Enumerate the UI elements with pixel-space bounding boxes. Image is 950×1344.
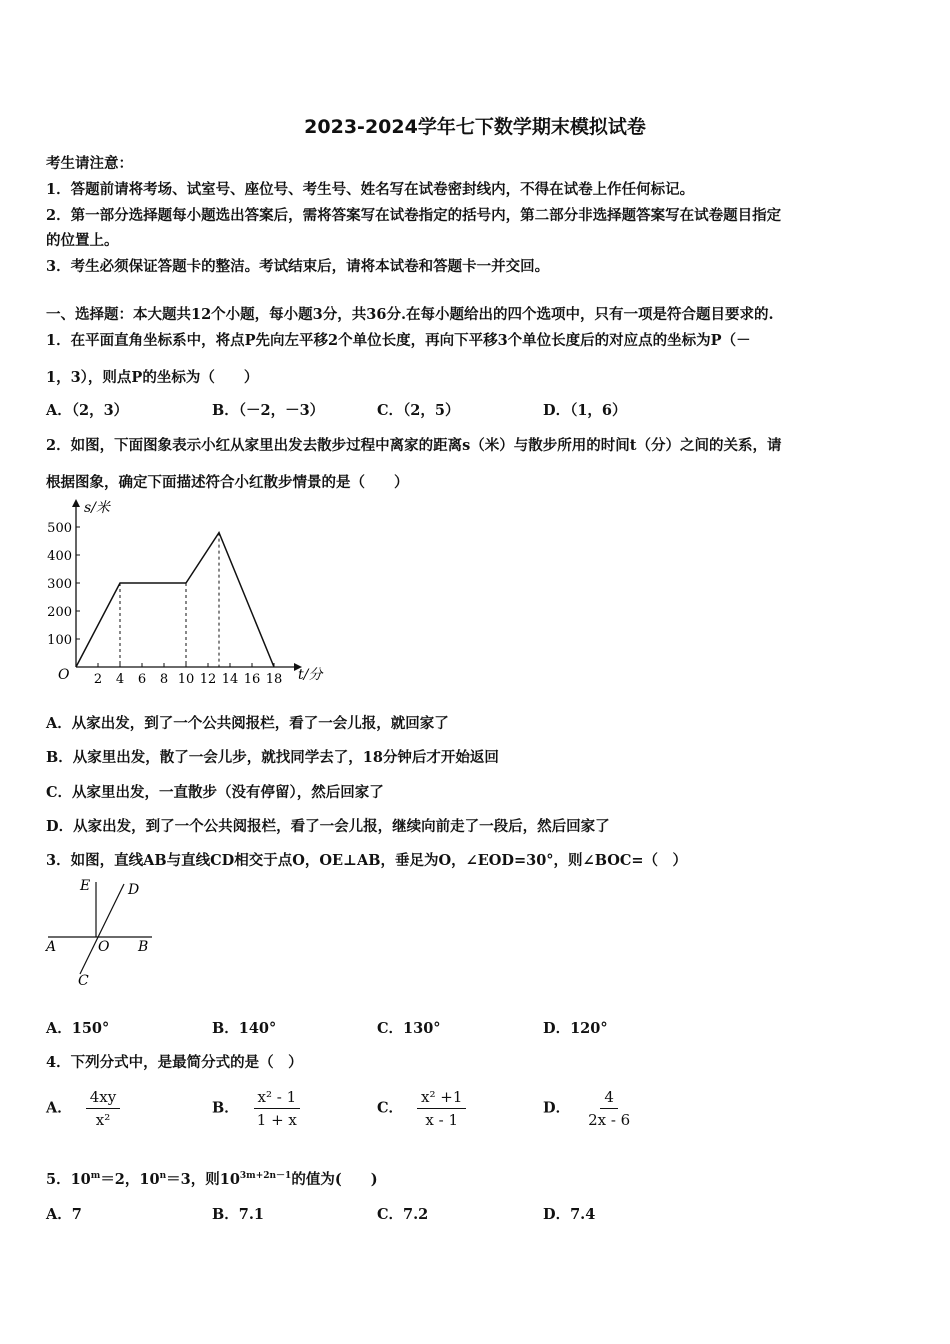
question-1-text: 1，3），则点P的坐标为（ ） <box>46 369 259 386</box>
numerator: x² - 1 <box>254 1088 301 1109</box>
q4-option-d <box>543 1088 634 1129</box>
q3-option-c: C．130° <box>377 1020 441 1037</box>
label-d: D <box>128 882 140 898</box>
label-c: C <box>78 973 89 989</box>
label-b: B <box>138 939 149 955</box>
label-e: E <box>80 878 91 894</box>
notice-item: 的位置上。 <box>46 232 119 249</box>
numerator: 4 <box>600 1088 618 1109</box>
question-5-text <box>46 1168 378 1189</box>
q1-option-d: D．（1，6） <box>543 402 627 419</box>
y-axis-label: s/米 <box>84 500 110 516</box>
exponent-n: n <box>159 1171 167 1182</box>
option-letter: B． <box>212 1099 239 1117</box>
q2-option-b: B．从家里出发，散了一会儿步，就找同学去了，18分钟后才开始返回 <box>46 749 499 766</box>
numerator: 4xy <box>86 1088 120 1109</box>
option-letter: A． <box>46 1099 72 1117</box>
origin-label: O <box>58 667 70 683</box>
y-tick-label: 200 <box>47 605 72 620</box>
fraction <box>584 1088 634 1129</box>
q5-option-b: B．7.1 <box>212 1206 264 1223</box>
label-a: A <box>46 939 57 955</box>
question-4-text: 4．下列分式中，是最简分式的是（ ） <box>46 1054 303 1071</box>
denominator: 1 + x <box>256 1111 297 1129</box>
q2-option-a: A．从家出发，到了一个公共阅报栏，看了一会儿报，就回家了 <box>46 715 449 732</box>
q3-option-a: A．150° <box>46 1020 110 1037</box>
section-heading: 一、选择题：本大题共12个小题，每小题3分，共36分.在每小题给出的四个选项中，只有一项是符合题目要求的. <box>46 306 774 323</box>
q5-option-c: C．7.2 <box>377 1206 429 1223</box>
y-tick-label: 500 <box>47 521 72 536</box>
exponent-expression: 3m+2n－1 <box>239 1171 292 1182</box>
series-line <box>76 533 274 667</box>
x-axis-label: t/分 <box>298 667 323 683</box>
x-tick-label: 6 <box>137 672 147 687</box>
notice-heading: 考生请注意： <box>46 155 133 172</box>
q2-option-c: C．从家里出发，一直散步（没有停留），然后回家了 <box>46 784 384 801</box>
label-o: O <box>98 939 110 955</box>
q5-part: ＝3，则10 <box>166 1171 240 1188</box>
notice-item: 3．考生必须保证答题卡的整洁。考试结束后，请将本试卷和答题卡一并交回。 <box>46 258 550 275</box>
q5-part: 5．10 <box>46 1171 91 1188</box>
fraction <box>417 1088 466 1129</box>
option-letter: C． <box>377 1099 404 1117</box>
y-tick-label: 300 <box>47 577 72 592</box>
q3-option-d: D．120° <box>543 1020 608 1037</box>
question-2-text: 2．如图，下面图象表示小红从家里出发去散步过程中离家的距离s（米）与散步所用的时间t（分）之间的关系，请 <box>46 437 782 454</box>
x-tick-label: 10 <box>177 672 195 687</box>
q4-option-c <box>377 1088 466 1129</box>
q5-option-a: A．7 <box>46 1206 82 1223</box>
q1-option-a: A．（2，3） <box>46 402 129 419</box>
denominator: 2x - 6 <box>588 1111 631 1129</box>
q5-option-d: D．7.4 <box>543 1206 596 1223</box>
x-tick-label: 8 <box>159 672 169 687</box>
q1-option-b: B．（－2，－3） <box>212 402 325 419</box>
q1-option-c: C．（2，5） <box>377 402 460 419</box>
option-letter: D． <box>543 1099 571 1117</box>
line-cd <box>80 884 124 974</box>
q2-option-d: D．从家出发，到了一个公共阅报栏，看了一会儿报，继续向前走了一段后，然后回家了 <box>46 818 610 835</box>
q3-option-b: B．140° <box>212 1020 277 1037</box>
y-tick-label: 100 <box>47 633 72 648</box>
question-2-text: 根据图象，确定下面描述符合小红散步情景的是（ ） <box>46 474 409 491</box>
fraction <box>86 1088 120 1129</box>
notice-item: 2．第一部分选择题每小题选出答案后，需将答案写在试卷指定的括号内，第二部分非选择题答案写在试卷题目指定 <box>46 207 782 224</box>
x-tick-label: 14 <box>221 672 239 687</box>
question-1-text: 1．在平面直角坐标系中，将点P先向左平移2个单位长度，再向下平移3个单位长度后的对应点的坐标为P（－ <box>46 332 751 349</box>
distance-time-graph <box>44 495 344 695</box>
x-tick-label: 2 <box>93 672 103 687</box>
fraction <box>253 1088 301 1129</box>
denominator: x² <box>95 1111 111 1129</box>
q5-part: ＝2，10 <box>100 1171 160 1188</box>
q4-option-a <box>46 1088 120 1129</box>
x-tick-label: 12 <box>199 672 217 687</box>
q4-option-b <box>212 1088 301 1129</box>
question-3-text: 3．如图，直线AB与直线CD相交于点O，OE⊥AB，垂足为O，∠EOD=30°，则∠BOC=（ ） <box>46 852 688 869</box>
x-tick-label: 18 <box>265 672 283 687</box>
exponent-m: m <box>90 1171 101 1182</box>
notice-item: 1．答题前请将考场、试室号、座位号、考生号、姓名写在试卷密封线内，不得在试卷上作任何标记。 <box>46 181 695 198</box>
q5-part: 的值为( ) <box>291 1171 378 1188</box>
page-title: 2023-2024学年七下数学期末模拟试卷 <box>304 116 646 138</box>
x-tick-label: 4 <box>115 672 125 687</box>
intersecting-lines-figure <box>40 876 165 991</box>
x-tick-label: 16 <box>243 672 261 687</box>
y-tick-label: 400 <box>47 549 72 564</box>
numerator: x² +1 <box>417 1088 466 1109</box>
denominator: x - 1 <box>425 1111 459 1129</box>
y-axis-arrow <box>72 499 80 507</box>
